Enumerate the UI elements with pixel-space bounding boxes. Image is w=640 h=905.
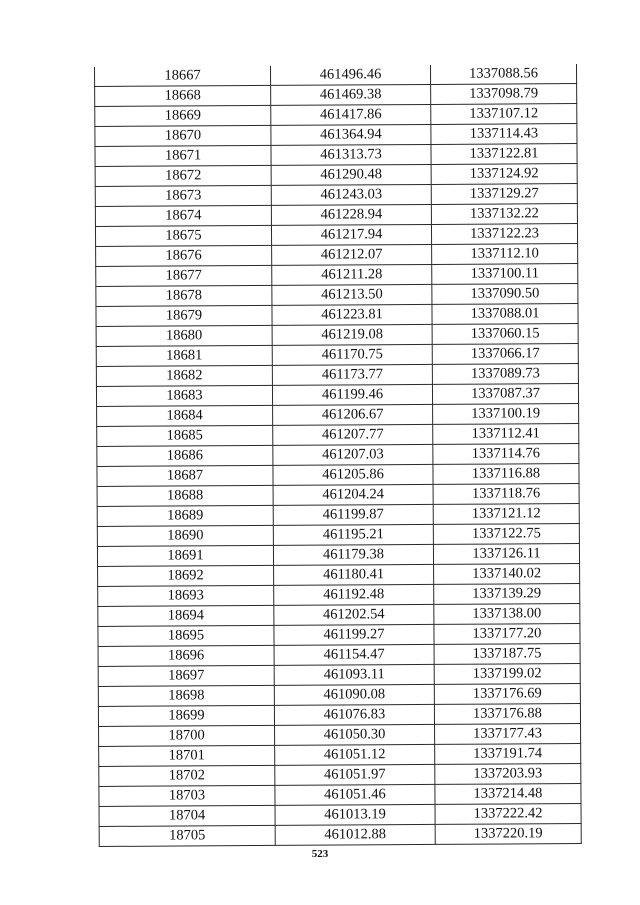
x-coordinate-cell: 461204.24 [273,484,433,505]
y-coordinate-cell: 1337121.12 [433,504,579,525]
x-coordinate-cell: 461313.73 [271,144,431,165]
x-coordinate-cell: 461051.97 [275,764,435,785]
y-coordinate-cell: 1337112.41 [433,424,579,445]
point-id-cell: 18671 [95,145,271,166]
x-coordinate-cell: 461469.38 [271,84,431,105]
table-row [96,364,578,387]
table-row [96,344,578,367]
table-row [96,284,578,307]
y-coordinate-cell: 1337187.75 [434,644,580,665]
x-coordinate-cell: 461154.47 [274,644,434,665]
x-coordinate-cell: 461012.88 [275,824,435,845]
y-coordinate-cell: 1337199.02 [434,664,580,685]
x-coordinate-cell: 461212.07 [272,244,432,265]
x-coordinate-cell: 461417.86 [271,104,431,125]
table-row [95,144,577,167]
table-row [97,444,579,467]
y-coordinate-cell: 1337124.92 [431,164,577,185]
point-id-cell: 18670 [95,125,271,146]
y-coordinate-cell: 1337220.19 [435,824,581,845]
point-id-cell: 18677 [96,265,272,286]
y-coordinate-cell: 1337089.73 [432,364,578,385]
point-id-cell: 18704 [99,805,275,826]
x-coordinate-cell: 461076.83 [274,704,434,725]
table-row [99,804,581,827]
y-coordinate-cell: 1337107.12 [431,104,577,125]
point-id-cell: 18683 [96,385,272,406]
x-coordinate-cell: 461496.46 [270,65,430,85]
table-row [99,824,581,847]
y-coordinate-cell: 1337177.20 [434,624,580,645]
y-coordinate-cell: 1337203.93 [435,764,581,785]
table-row [98,664,580,687]
table-row [96,264,578,287]
y-coordinate-cell: 1337100.19 [433,404,579,425]
x-coordinate-cell: 461195.21 [273,524,433,545]
x-coordinate-cell: 461051.46 [275,784,435,805]
point-id-cell: 18669 [95,105,271,126]
y-coordinate-cell: 1337126.11 [433,544,579,565]
x-coordinate-cell: 461170.75 [272,344,432,365]
point-id-cell: 18680 [96,325,272,346]
x-coordinate-cell: 461199.27 [274,624,434,645]
x-coordinate-cell: 461050.30 [275,724,435,745]
y-coordinate-cell: 1337122.75 [433,524,579,545]
point-id-cell: 18689 [97,505,273,526]
y-coordinate-cell: 1337132.22 [431,204,577,225]
y-coordinate-cell: 1337116.88 [433,464,579,485]
table-row [97,424,579,447]
point-id-cell: 18691 [97,545,273,566]
y-coordinate-cell: 1337088.01 [432,304,578,325]
y-coordinate-cell: 1337222.42 [435,804,581,825]
x-coordinate-cell: 461192.48 [274,584,434,605]
coordinates-table [94,64,582,847]
point-id-cell: 18701 [99,745,275,766]
table-row [95,84,577,107]
point-id-cell: 18690 [97,525,273,546]
y-coordinate-cell: 1337087.37 [432,384,578,405]
y-coordinate-cell: 1337100.11 [432,264,578,285]
x-coordinate-cell: 461290.48 [271,164,431,185]
table-row [95,204,577,227]
table-row [95,224,577,247]
point-id-cell: 18703 [99,785,275,806]
table-row [98,604,580,627]
table-row [99,764,581,787]
table-row [97,404,579,427]
point-id-cell: 18696 [98,645,274,666]
x-coordinate-cell: 461090.08 [274,684,434,705]
y-coordinate-cell: 1337139.29 [434,584,580,605]
y-coordinate-cell: 1337122.23 [431,224,577,245]
x-coordinate-cell: 461211.28 [272,264,432,285]
table-row [99,784,581,807]
table-row [96,244,578,267]
point-id-cell: 18675 [95,225,271,246]
point-id-cell: 18695 [98,625,274,646]
page-number: 523 [311,848,329,860]
y-coordinate-cell: 1337214.48 [435,784,581,805]
x-coordinate-cell: 461093.11 [274,664,434,685]
point-id-cell: 18702 [99,765,275,786]
point-id-cell: 18676 [96,245,272,266]
y-coordinate-cell: 1337177.43 [435,724,581,745]
x-coordinate-cell: 461202.54 [274,604,434,625]
table-row [98,644,580,667]
x-coordinate-cell: 461228.94 [271,204,431,225]
y-coordinate-cell: 1337060.15 [432,324,578,345]
x-coordinate-cell: 461207.03 [273,444,433,465]
x-coordinate-cell: 461199.46 [272,384,432,405]
point-id-cell: 18687 [97,465,273,486]
table-row [98,584,580,607]
x-coordinate-cell: 461179.38 [273,544,433,565]
point-id-cell: 18678 [96,285,272,306]
x-coordinate-cell: 461051.12 [275,744,435,765]
table-row [96,304,578,327]
table-row [96,384,578,407]
y-coordinate-cell: 1337098.79 [431,84,577,105]
point-id-cell: 18688 [97,485,273,506]
point-id-cell: 18673 [95,185,271,206]
point-id-cell: 18682 [96,365,272,386]
y-coordinate-cell: 1337191.74 [435,744,581,765]
y-coordinate-cell: 1337088.56 [430,64,576,84]
table-row [97,544,579,567]
y-coordinate-cell: 1337112.10 [432,244,578,265]
x-coordinate-cell: 461173.77 [272,364,432,385]
table-row [97,484,579,507]
x-coordinate-cell: 461219.08 [272,324,432,345]
x-coordinate-cell: 461213.50 [272,284,432,305]
y-coordinate-cell: 1337138.00 [434,604,580,625]
point-id-cell: 18681 [96,345,272,366]
x-coordinate-cell: 461364.94 [271,124,431,145]
x-coordinate-cell: 461013.19 [275,804,435,825]
point-id-cell: 18686 [97,445,273,466]
point-id-cell: 18672 [95,165,271,186]
table-row [99,744,581,767]
table-row [96,324,578,347]
point-id-cell: 18693 [98,585,274,606]
y-coordinate-cell: 1337176.88 [434,704,580,725]
x-coordinate-cell: 461223.81 [272,304,432,325]
table-row [98,624,580,647]
table-row [98,684,580,707]
table-row [97,524,579,547]
point-id-cell: 18694 [98,605,274,626]
y-coordinate-cell: 1337176.69 [434,684,580,705]
y-coordinate-cell: 1337066.17 [432,344,578,365]
coordinates-table-body [94,64,581,846]
table-row [95,184,577,207]
point-id-cell: 18700 [99,725,275,746]
table-row [94,64,576,86]
x-coordinate-cell: 461180.41 [274,564,434,585]
point-id-cell: 18699 [98,705,274,726]
point-id-cell: 18692 [98,565,274,586]
x-coordinate-cell: 461205.86 [273,464,433,485]
point-id-cell: 18685 [97,425,273,446]
x-coordinate-cell: 461206.67 [273,404,433,425]
table-row [97,464,579,487]
point-id-cell: 18705 [99,825,275,846]
y-coordinate-cell: 1337140.02 [434,564,580,585]
table-row [99,724,581,747]
table-row [98,704,580,727]
table-row [95,104,577,127]
x-coordinate-cell: 461207.77 [273,424,433,445]
x-coordinate-cell: 461243.03 [271,184,431,205]
x-coordinate-cell: 461199.87 [273,504,433,525]
point-id-cell: 18674 [95,205,271,226]
table-row [97,504,579,527]
y-coordinate-cell: 1337090.50 [432,284,578,305]
point-id-cell: 18668 [95,85,271,106]
y-coordinate-cell: 1337114.43 [431,124,577,145]
table-row [98,564,580,587]
y-coordinate-cell: 1337122.81 [431,144,577,165]
table-row [95,164,577,187]
y-coordinate-cell: 1337114.76 [433,444,579,465]
point-id-cell: 18697 [98,665,274,686]
point-id-cell: 18679 [96,305,272,326]
x-coordinate-cell: 461217.94 [271,224,431,245]
point-id-cell: 18667 [94,66,270,87]
point-id-cell: 18684 [97,405,273,426]
point-id-cell: 18698 [98,685,274,706]
y-coordinate-cell: 1337118.76 [433,484,579,505]
table-row [95,124,577,147]
y-coordinate-cell: 1337129.27 [431,184,577,205]
